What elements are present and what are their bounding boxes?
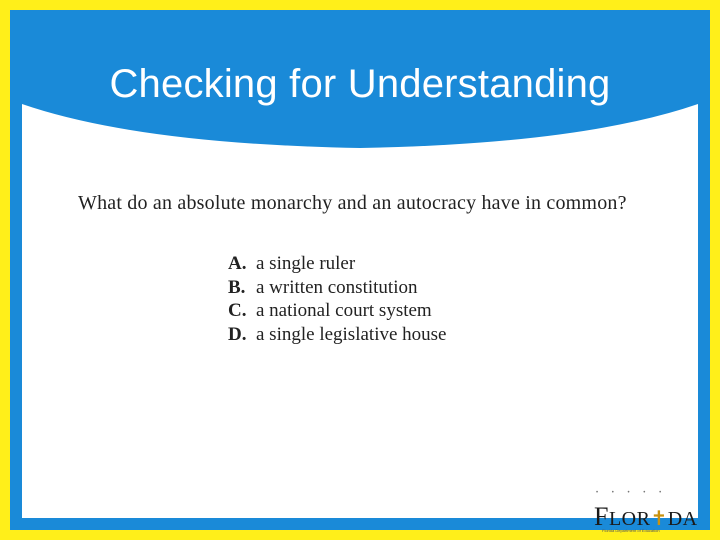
logo-part-one: LOR [608, 508, 651, 530]
answer-option-b [228, 276, 446, 300]
answer-text: a single legislative house [256, 323, 447, 345]
answer-letter: A. [228, 253, 247, 274]
torch-icon: ✝ [650, 508, 668, 530]
answer-text: a national court system [256, 300, 432, 321]
answer-option-c [228, 299, 446, 323]
slide-frame [10, 10, 710, 533]
logo-dots: • • • • • [596, 490, 668, 496]
question-text: What do an absolute monarchy and an autocracy have in common? [78, 192, 627, 214]
answer-list [228, 252, 446, 346]
answer-letter: C. [228, 300, 247, 321]
answer-option-a [228, 252, 446, 276]
slide-content [22, 22, 698, 533]
florida-logo [582, 490, 702, 538]
answer-text: a written constitution [256, 276, 418, 298]
answer-text: a single ruler [256, 253, 356, 274]
answer-letter: D. [228, 323, 247, 345]
logo-first-letter: F [594, 502, 609, 531]
slide-title: Checking for Understanding [109, 62, 611, 106]
logo-part-two: DA [667, 508, 698, 530]
answer-letter: B. [228, 276, 246, 298]
logo-subtext: Florida Department of Education [602, 528, 660, 533]
answer-option-d [228, 323, 446, 347]
